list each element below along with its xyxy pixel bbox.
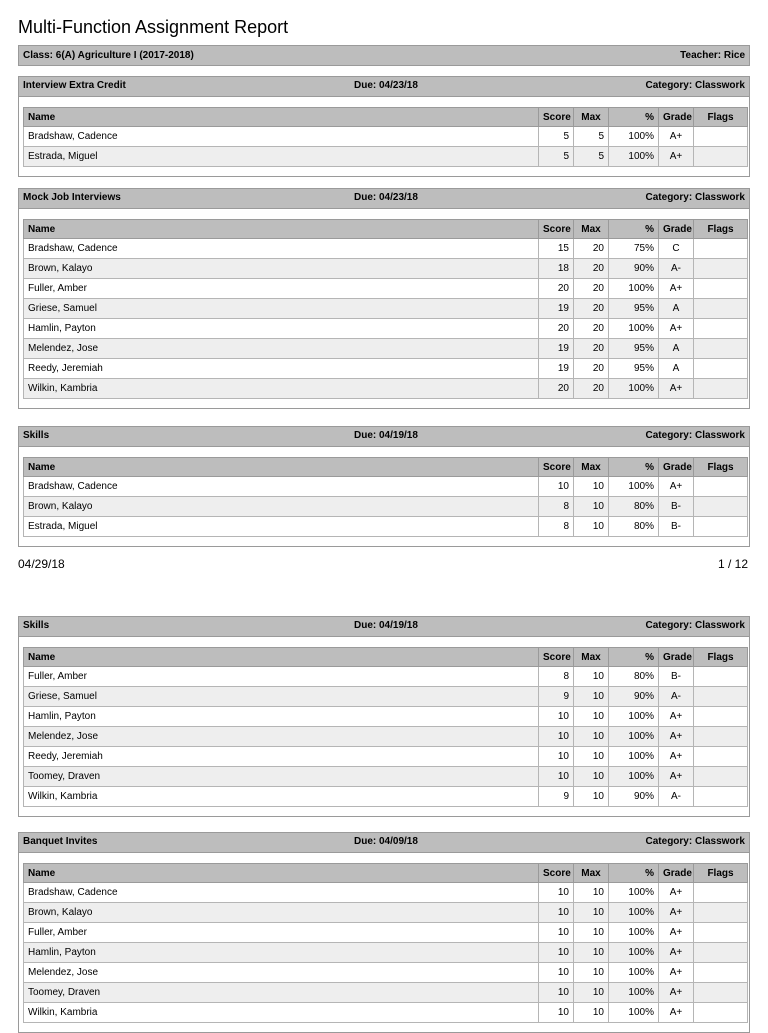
cell-max: 10 [574,883,609,903]
cell-score: 10 [539,767,574,787]
cell-flags [694,963,748,983]
cell-max: 10 [574,903,609,923]
cell-pct: 90% [609,259,659,279]
cell-name: Wilkin, Kambria [24,1003,539,1023]
cell-grade: A+ [659,963,694,983]
cell-score: 8 [539,667,574,687]
cell-name: Bradshaw, Cadence [24,477,539,497]
cell-name: Fuller, Amber [24,279,539,299]
cell-grade: A+ [659,127,694,147]
cell-pct: 100% [609,127,659,147]
cell-score: 20 [539,319,574,339]
cell-pct: 100% [609,319,659,339]
cell-name: Estrada, Miguel [24,147,539,167]
assignment-due-date: Due: 04/19/18 [354,430,418,441]
cell-name: Wilkin, Kambria [24,787,539,807]
table-row [24,359,748,379]
cell-score: 9 [539,787,574,807]
column-header-name: Name [24,864,539,883]
cell-pct: 80% [609,497,659,517]
cell-pct: 100% [609,379,659,399]
assignment-block [18,426,750,547]
cell-flags [694,747,748,767]
assignment-category: Category: Classwork [645,620,745,631]
cell-max: 20 [574,379,609,399]
cell-score: 5 [539,147,574,167]
cell-pct: 100% [609,147,659,167]
assignment-block [18,76,750,177]
cell-grade: A+ [659,379,694,399]
cell-max: 10 [574,707,609,727]
table-row [24,727,748,747]
column-header-pct: % [609,458,659,477]
cell-grade: A [659,339,694,359]
cell-pct: 75% [609,239,659,259]
cell-max: 10 [574,943,609,963]
cell-max: 20 [574,299,609,319]
column-header-max: Max [574,220,609,239]
cell-pct: 90% [609,787,659,807]
cell-flags [694,299,748,319]
column-header-name: Name [24,220,539,239]
table-row [24,517,748,537]
cell-score: 10 [539,727,574,747]
table-row [24,767,748,787]
cell-pct: 100% [609,767,659,787]
cell-flags [694,517,748,537]
grades-table [23,219,748,399]
assignment-block [18,188,750,409]
column-header-score: Score [539,458,574,477]
cell-grade: A+ [659,727,694,747]
footer-page-number: 1 / 12 [717,557,748,571]
cell-max: 20 [574,239,609,259]
cell-max: 5 [574,147,609,167]
table-row [24,319,748,339]
cell-pct: 100% [609,279,659,299]
table-row [24,477,748,497]
cell-grade: A+ [659,883,694,903]
cell-grade: C [659,239,694,259]
cell-name: Bradshaw, Cadence [24,127,539,147]
cell-max: 10 [574,767,609,787]
cell-max: 10 [574,963,609,983]
class-info-bar [18,45,750,66]
cell-score: 10 [539,477,574,497]
column-header-grade: Grade [659,108,694,127]
cell-flags [694,147,748,167]
cell-grade: A+ [659,147,694,167]
cell-max: 20 [574,359,609,379]
cell-flags [694,1003,748,1023]
cell-flags [694,339,748,359]
cell-max: 20 [574,279,609,299]
column-header-pct: % [609,648,659,667]
assignment-name: Interview Extra Credit [23,80,126,91]
cell-pct: 100% [609,747,659,767]
cell-max: 10 [574,1003,609,1023]
assignment-header [19,77,749,97]
cell-max: 10 [574,787,609,807]
cell-flags [694,279,748,299]
column-header-max: Max [574,864,609,883]
table-header-row [24,458,748,477]
cell-pct: 100% [609,727,659,747]
assignment-category: Category: Classwork [645,836,745,847]
table-row [24,963,748,983]
cell-max: 10 [574,727,609,747]
cell-grade: A- [659,687,694,707]
cell-flags [694,497,748,517]
cell-name: Hamlin, Payton [24,707,539,727]
cell-grade: B- [659,667,694,687]
teacher-label: Teacher: Rice [680,50,745,61]
cell-grade: A+ [659,923,694,943]
cell-score: 15 [539,239,574,259]
table-row [24,667,748,687]
table-row [24,883,748,903]
cell-score: 10 [539,707,574,727]
table-row [24,127,748,147]
cell-flags [694,707,748,727]
table-row [24,707,748,727]
cell-max: 5 [574,127,609,147]
footer-date: 04/29/18 [18,557,65,571]
cell-name: Bradshaw, Cadence [24,239,539,259]
cell-score: 8 [539,517,574,537]
table-row [24,747,748,767]
assignment-category: Category: Classwork [645,80,745,91]
cell-pct: 100% [609,1003,659,1023]
assignment-due-date: Due: 04/09/18 [354,836,418,847]
cell-flags [694,923,748,943]
cell-max: 10 [574,667,609,687]
table-header-row [24,220,748,239]
cell-name: Brown, Kalayo [24,903,539,923]
cell-pct: 95% [609,339,659,359]
cell-grade: A+ [659,1003,694,1023]
column-header-score: Score [539,864,574,883]
cell-max: 20 [574,259,609,279]
cell-grade: A+ [659,477,694,497]
table-row [24,147,748,167]
column-header-pct: % [609,108,659,127]
column-header-flags: Flags [694,220,748,239]
column-header-score: Score [539,108,574,127]
cell-grade: A [659,299,694,319]
cell-name: Fuller, Amber [24,923,539,943]
cell-max: 10 [574,517,609,537]
assignment-category: Category: Classwork [645,192,745,203]
column-header-grade: Grade [659,220,694,239]
cell-pct: 90% [609,687,659,707]
column-header-pct: % [609,864,659,883]
cell-pct: 100% [609,983,659,1003]
cell-name: Wilkin, Kambria [24,379,539,399]
cell-name: Bradshaw, Cadence [24,883,539,903]
cell-score: 10 [539,923,574,943]
cell-grade: A+ [659,903,694,923]
cell-name: Reedy, Jeremiah [24,359,539,379]
table-row [24,279,748,299]
table-row [24,923,748,943]
cell-name: Toomey, Draven [24,767,539,787]
cell-flags [694,379,748,399]
assignment-header [19,427,749,447]
cell-score: 20 [539,279,574,299]
grades-table [23,647,748,807]
cell-flags [694,239,748,259]
table-row [24,497,748,517]
assignment-name: Skills [23,620,50,631]
cell-flags [694,359,748,379]
cell-flags [694,477,748,497]
cell-score: 19 [539,299,574,319]
cell-score: 10 [539,903,574,923]
cell-flags [694,983,748,1003]
cell-name: Estrada, Miguel [24,517,539,537]
assignment-header [19,617,749,637]
cell-score: 18 [539,259,574,279]
assignment-category: Category: Classwork [645,430,745,441]
cell-name: Melendez, Jose [24,339,539,359]
column-header-name: Name [24,458,539,477]
cell-score: 10 [539,1003,574,1023]
cell-name: Melendez, Jose [24,727,539,747]
grades-table [23,457,748,537]
cell-max: 10 [574,747,609,767]
cell-grade: A+ [659,707,694,727]
column-header-max: Max [574,648,609,667]
table-header-row [24,648,748,667]
cell-grade: A+ [659,983,694,1003]
cell-max: 10 [574,687,609,707]
table-row [24,903,748,923]
column-header-flags: Flags [694,108,748,127]
cell-grade: A [659,359,694,379]
cell-max: 20 [574,319,609,339]
cell-flags [694,903,748,923]
table-row [24,787,748,807]
cell-grade: A- [659,259,694,279]
column-header-grade: Grade [659,864,694,883]
cell-pct: 100% [609,477,659,497]
cell-grade: A- [659,787,694,807]
table-row [24,299,748,319]
cell-flags [694,727,748,747]
cell-pct: 80% [609,667,659,687]
column-header-flags: Flags [694,648,748,667]
table-row [24,983,748,1003]
column-header-name: Name [24,108,539,127]
page-footer [18,557,748,571]
column-header-grade: Grade [659,458,694,477]
assignment-block [18,832,750,1033]
cell-flags [694,767,748,787]
table-row [24,943,748,963]
cell-pct: 100% [609,707,659,727]
cell-score: 10 [539,943,574,963]
assignment-header [19,189,749,209]
cell-flags [694,943,748,963]
cell-name: Hamlin, Payton [24,943,539,963]
cell-grade: A+ [659,767,694,787]
cell-flags [694,319,748,339]
cell-score: 10 [539,747,574,767]
report-title: Multi-Function Assignment Report [18,17,289,37]
column-header-max: Max [574,458,609,477]
cell-name: Griese, Samuel [24,299,539,319]
column-header-flags: Flags [694,864,748,883]
column-header-score: Score [539,220,574,239]
cell-name: Brown, Kalayo [24,497,539,517]
cell-name: Griese, Samuel [24,687,539,707]
table-row [24,239,748,259]
cell-flags [694,687,748,707]
assignment-due-date: Due: 04/23/18 [354,192,418,203]
cell-name: Hamlin, Payton [24,319,539,339]
cell-name: Brown, Kalayo [24,259,539,279]
column-header-max: Max [574,108,609,127]
cell-pct: 100% [609,943,659,963]
cell-score: 10 [539,983,574,1003]
assignment-name: Mock Job Interviews [23,192,121,203]
column-header-grade: Grade [659,648,694,667]
assignment-header [19,833,749,853]
cell-grade: B- [659,517,694,537]
cell-score: 9 [539,687,574,707]
cell-flags [694,883,748,903]
cell-pct: 95% [609,359,659,379]
cell-grade: B- [659,497,694,517]
table-row [24,259,748,279]
table-row [24,687,748,707]
column-header-score: Score [539,648,574,667]
cell-score: 20 [539,379,574,399]
cell-max: 10 [574,497,609,517]
table-row [24,339,748,359]
cell-grade: A+ [659,319,694,339]
assignment-name: Banquet Invites [23,836,98,847]
cell-grade: A+ [659,279,694,299]
cell-name: Melendez, Jose [24,963,539,983]
assignment-due-date: Due: 04/23/18 [354,80,418,91]
cell-flags [694,127,748,147]
cell-max: 10 [574,983,609,1003]
table-row [24,1003,748,1023]
cell-flags [694,667,748,687]
column-header-flags: Flags [694,458,748,477]
cell-score: 19 [539,339,574,359]
cell-name: Fuller, Amber [24,667,539,687]
assignment-due-date: Due: 04/19/18 [354,620,418,631]
cell-flags [694,259,748,279]
cell-pct: 100% [609,963,659,983]
cell-score: 8 [539,497,574,517]
assignment-name: Skills [23,430,50,441]
cell-score: 10 [539,883,574,903]
table-header-row [24,864,748,883]
grades-table [23,107,748,167]
class-label: Class: 6(A) Agriculture I (2017-2018) [23,50,194,61]
column-header-name: Name [24,648,539,667]
cell-max: 20 [574,339,609,359]
cell-grade: A+ [659,747,694,767]
column-header-pct: % [609,220,659,239]
grades-table [23,863,748,1023]
cell-pct: 95% [609,299,659,319]
cell-name: Toomey, Draven [24,983,539,1003]
cell-flags [694,787,748,807]
cell-max: 10 [574,923,609,943]
table-header-row [24,108,748,127]
cell-score: 10 [539,963,574,983]
cell-score: 5 [539,127,574,147]
assignment-block [18,616,750,817]
cell-name: Reedy, Jeremiah [24,747,539,767]
table-row [24,379,748,399]
cell-pct: 80% [609,517,659,537]
cell-grade: A+ [659,943,694,963]
cell-pct: 100% [609,923,659,943]
cell-score: 19 [539,359,574,379]
cell-pct: 100% [609,883,659,903]
cell-pct: 100% [609,903,659,923]
cell-max: 10 [574,477,609,497]
